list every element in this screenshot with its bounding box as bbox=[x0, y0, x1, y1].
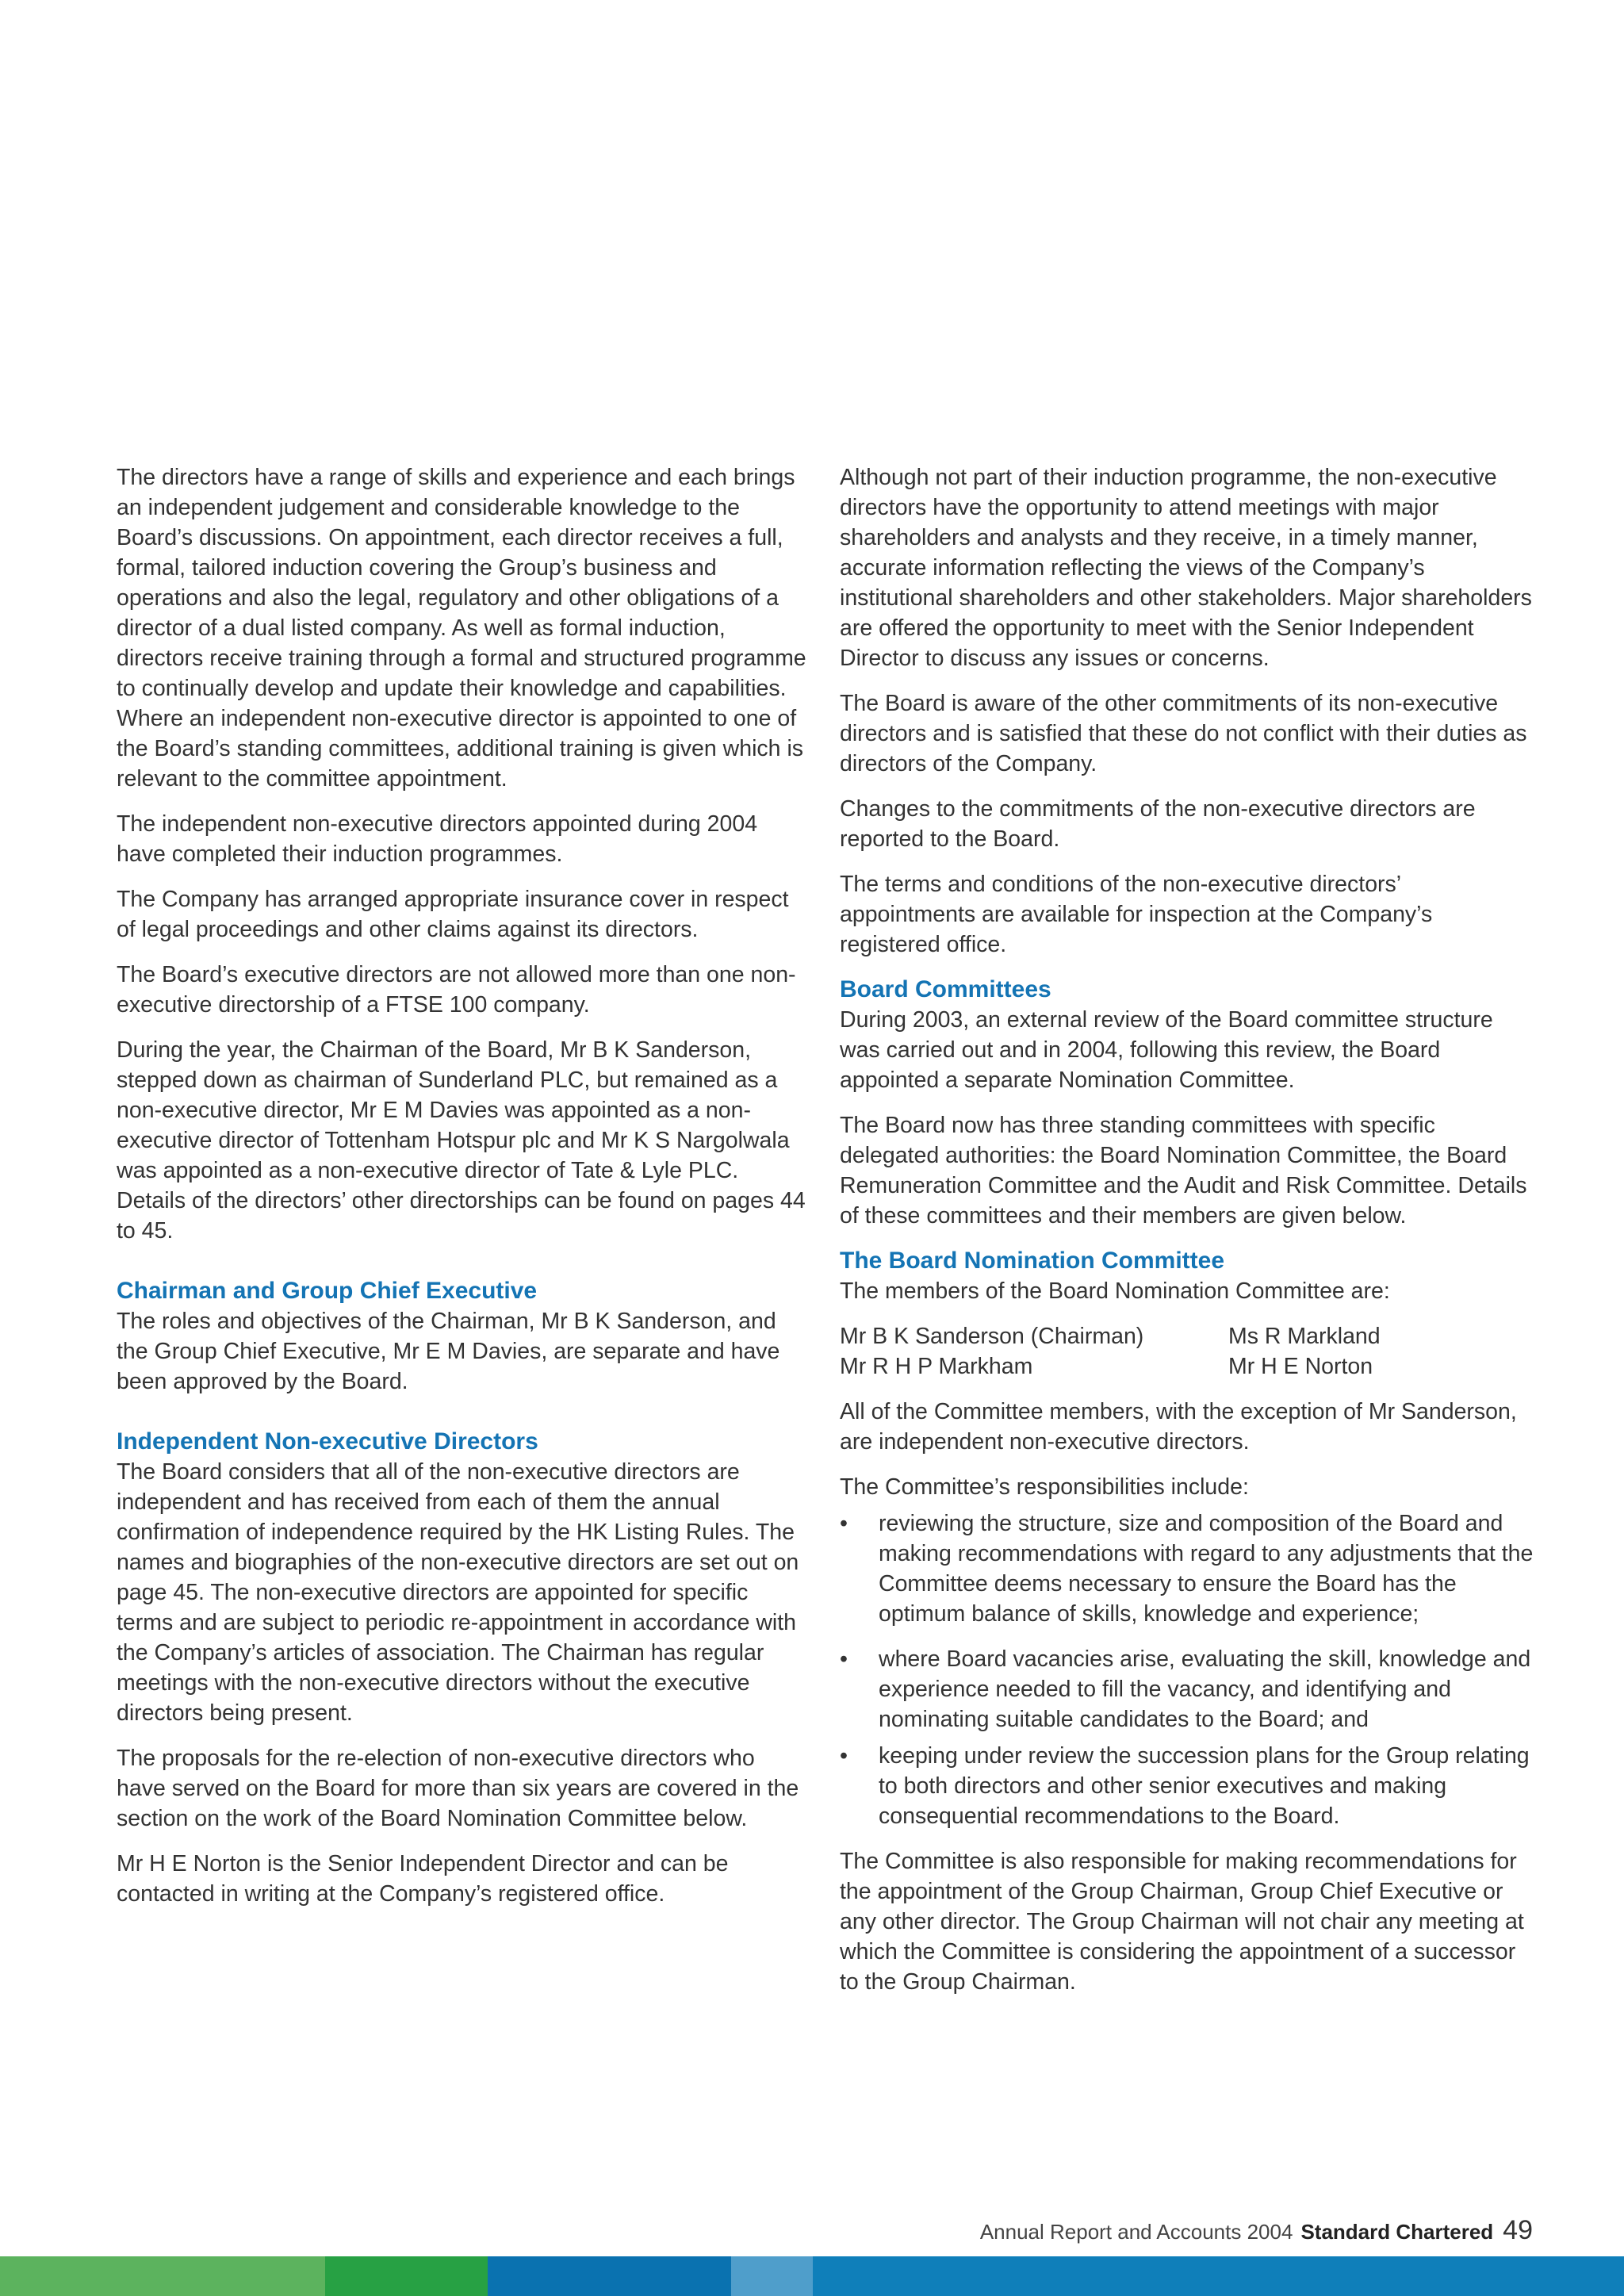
page-footer bbox=[980, 2215, 1533, 2246]
list-item bbox=[840, 1644, 1538, 1734]
paragraph-changes: Changes to the commitments of the non-executive directors are reported to the Board. bbox=[840, 796, 1476, 852]
paragraph-senior-independent: Mr H E Norton is the Senior Independent Director and can be contacted in writing at the Company’s registered office. bbox=[117, 1851, 729, 1907]
brand-name: Standard Chartered bbox=[1300, 2220, 1494, 2244]
paragraph-members-independence: All of the Committee members, with the exception of Mr Sanderson, are independent non-executive directors. bbox=[840, 1399, 1517, 1455]
paragraph-review: During 2003, an external review of the Board committee structure was carried out and in 2004, following this review, the Board appointed a separate Nomination Committee. bbox=[840, 1007, 1493, 1093]
bullet-icon: • bbox=[840, 1743, 848, 1769]
paragraph-shareholder-meetings: Although not part of their induction programme, the non-executive directors have the opportunity to attend meetings with major shareholders and analysts and they receive, in a timely manner, accurate information reflecting the views of the Company’s institutional shareholders and other stakeholders. Major shareholders are offered the opportunity to meet with the Senior Independent Director to discuss any issues or concerns. bbox=[840, 465, 1532, 671]
paragraph-responsibilities-intro: The Committee’s responsibilities include: bbox=[840, 1474, 1249, 1500]
list-item-text: keeping under review the succession plans for the Group relating to both directors and other senior executives and making consequential recommendations to the Board. bbox=[879, 1743, 1530, 1829]
paragraph-terms: The terms and conditions of the non-executive directors’ appointments are available for inspection at the Company’s registered office. bbox=[840, 872, 1433, 957]
list-item-text: where Board vacancies arise, evaluating the skill, knowledge and experience needed to fill the vacancy, and identifying and nominating suitable candidates to the Board; and bbox=[879, 1646, 1531, 1732]
report-title: Annual Report and Accounts 2004 bbox=[979, 2220, 1293, 2244]
paragraph-independence: The Board considers that all of the non-executive directors are independent and has received from each of them the annual confirmation of independence required by the HK Listing Rules. The names and biographies of the non-executive directors are set out on page 45. The non-executive directors are appointed for specific terms and are subject to periodic re-appointment in accordance with the Company’s articles of association. The Chairman has regular meetings with the non-executive directors without the executive directors being present. bbox=[117, 1459, 799, 1726]
left-column bbox=[117, 462, 810, 1924]
member-name: Mr R H P Markham bbox=[840, 1354, 1033, 1379]
band-segment bbox=[325, 2256, 488, 2296]
paragraph-appointments: During the year, the Chairman of the Board, Mr B K Sanderson, stepped down as chairman of Sunderland PLC, but remained as a non-executive director, Mr E M Davies was appointed as a non-executive director of Tottenham Hotspur plc and Mr K S Nargolwala was appointed as a non-executive director of Tate & Lyle PLC. Details of the directors’ other directorships can be found on pages 44 to 45. bbox=[117, 1037, 806, 1244]
paragraph-roles: The roles and objectives of the Chairman, Mr B K Sanderson, and the Group Chief Executive, Mr E M Davies, are separate and have been approved by the Board. bbox=[117, 1309, 780, 1394]
member-name: Mr H E Norton bbox=[1228, 1354, 1373, 1379]
band-segment bbox=[813, 2256, 1624, 2296]
heading-board-committees: Board Committees bbox=[840, 976, 1051, 1002]
page-number: 49 bbox=[1503, 2215, 1533, 2245]
band-segment bbox=[731, 2256, 813, 2296]
paragraph-directorships: The Board’s executive directors are not allowed more than one non-executive directorship of a FTSE 100 company. bbox=[117, 962, 796, 1018]
paragraph-induction-complete: The independent non-executive directors appointed during 2004 have completed their induction programmes. bbox=[117, 811, 758, 867]
paragraph-standing-committees: The Board now has three standing committees with specific delegated authorities: the Board Nomination Committee, the Board Remuneration Committee and the Audit and Risk Committee. Details of these committees and their members are given below. bbox=[840, 1113, 1527, 1228]
right-column bbox=[840, 462, 1538, 2012]
band-segment bbox=[488, 2256, 731, 2296]
band-segment bbox=[0, 2256, 325, 2296]
paragraph-induction: The directors have a range of skills and experience and each brings an independent judgement and considerable knowledge to the Board’s discussions. On appointment, each director receives a full, formal, tailored induction covering the Group’s business and operations and also the legal, regulatory and other obligations of a director of a dual listed company. As well as formal induction, directors receive training through a formal and structured programme to continually develop and update their knowledge and capabilities. Where an independent non-executive director is appointed to one of the Board’s standing committees, additional training is given which is relevant to the committee appointment. bbox=[117, 465, 806, 792]
paragraph-insurance: The Company has arranged appropriate insurance cover in respect of legal proceedings and other claims against its directors. bbox=[117, 887, 789, 942]
paragraph-re-election: The proposals for the re-election of non-executive directors who have served on the Board for more than six years are covered in the section on the work of the Board Nomination Committee below. bbox=[117, 1746, 799, 1831]
paragraph-members-intro: The members of the Board Nomination Committee are: bbox=[840, 1278, 1390, 1304]
heading-independent-directors: Independent Non-executive Directors bbox=[117, 1428, 538, 1455]
heading-nomination-committee: The Board Nomination Committee bbox=[840, 1248, 1225, 1274]
list-item bbox=[840, 1741, 1538, 1831]
bullet-icon: • bbox=[840, 1646, 848, 1672]
list-item bbox=[840, 1508, 1538, 1629]
members-list bbox=[840, 1321, 1538, 1382]
paragraph-commitments: The Board is aware of the other commitments of its non-executive directors and is satisfied that these do not conflict with their duties as directors of the Company. bbox=[840, 691, 1527, 776]
list-item-text: reviewing the structure, size and composition of the Board and making recommendations with regard to any adjustments that the Committee deems necessary to ensure the Board has the optimum balance of skills, knowledge and experience; bbox=[879, 1511, 1534, 1627]
member-name: Ms R Markland bbox=[1228, 1324, 1381, 1349]
color-band bbox=[0, 2256, 1624, 2296]
member-name: Mr B K Sanderson (Chairman) bbox=[840, 1324, 1144, 1349]
bullet-icon: • bbox=[840, 1511, 848, 1536]
responsibilities-list bbox=[840, 1508, 1538, 1831]
heading-chairman-gce: Chairman and Group Chief Executive bbox=[117, 1278, 538, 1304]
paragraph-chairman-appointment: The Committee is also responsible for making recommendations for the appointment of the Group Chairman, Group Chief Executive or any other director. The Group Chairman will not chair any meeting at which the Committee is considering the appointment of a successor to the Group Chairman. bbox=[840, 1849, 1524, 1995]
